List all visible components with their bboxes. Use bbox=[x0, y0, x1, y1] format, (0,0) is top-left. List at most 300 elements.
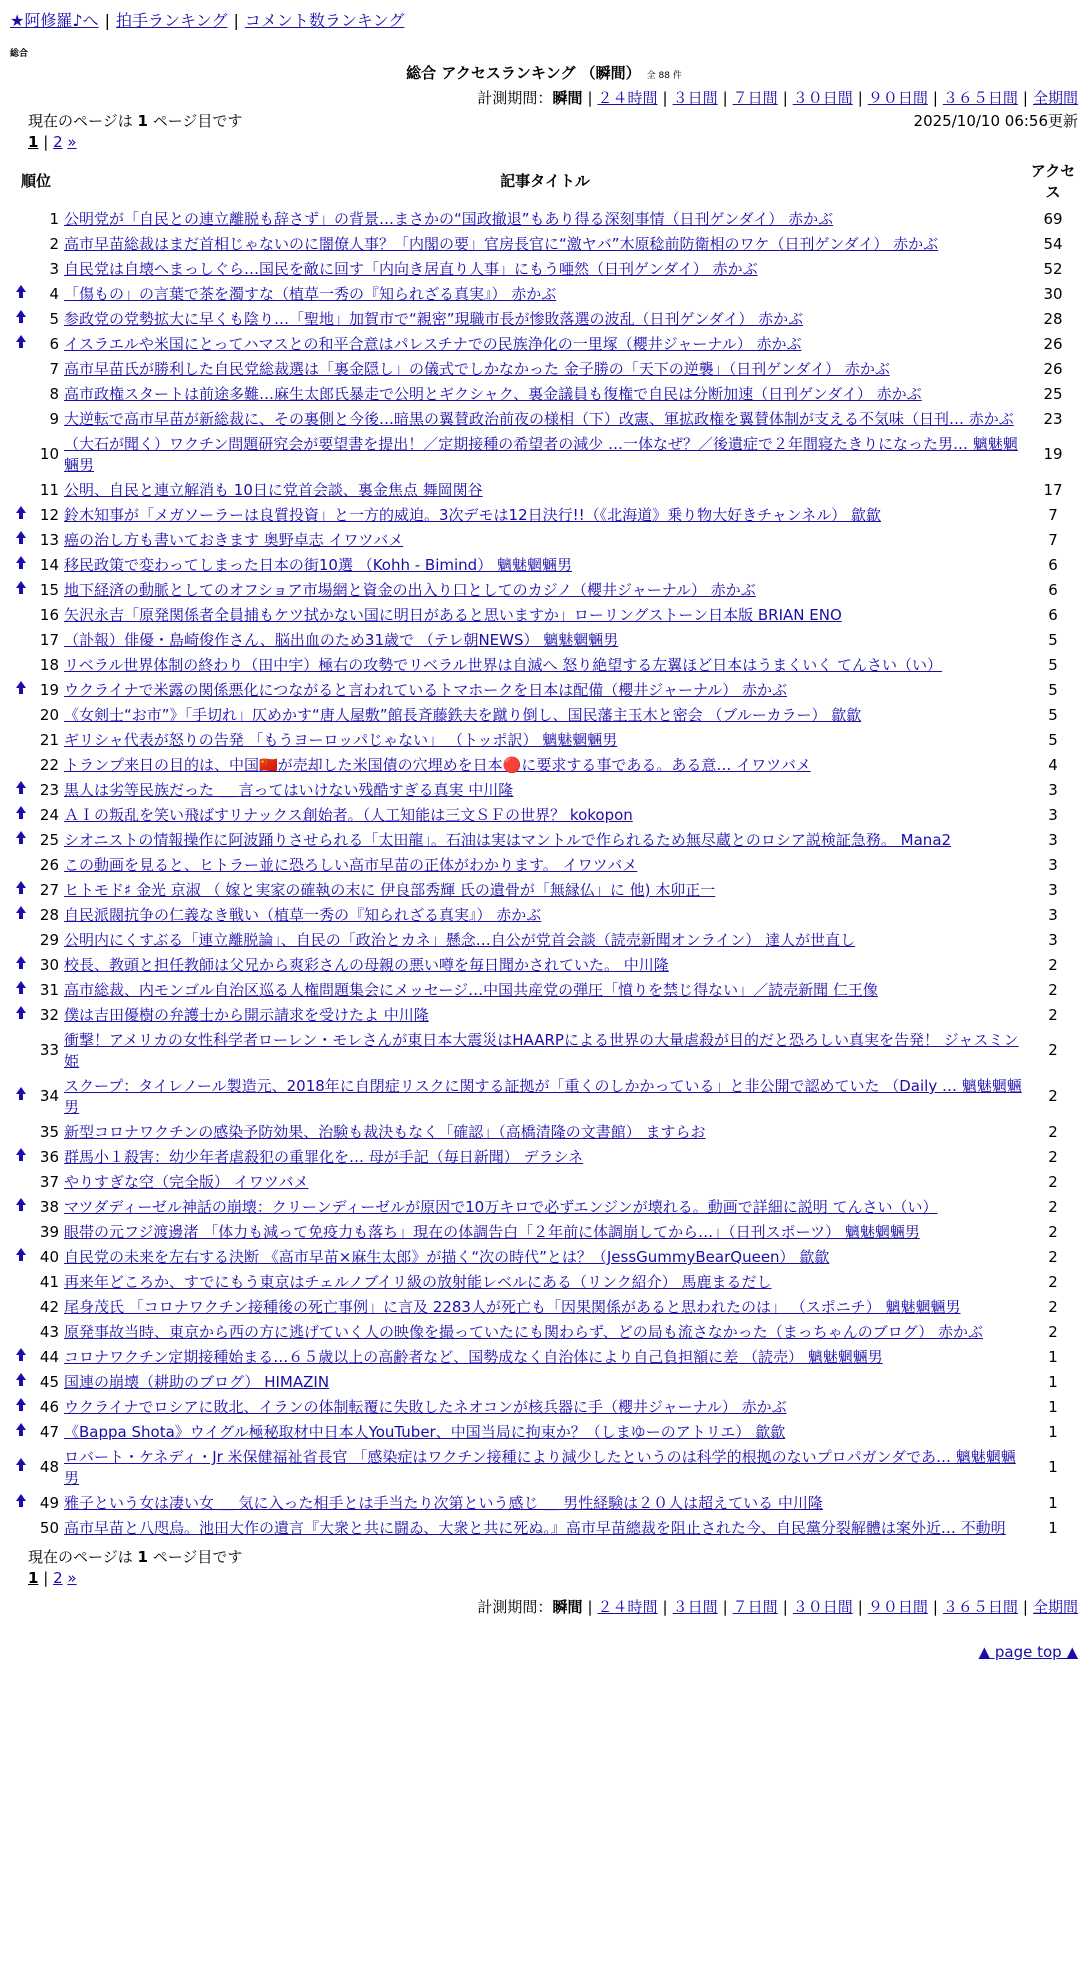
title-cell bbox=[62, 503, 1028, 528]
rank-change-cell bbox=[10, 878, 32, 903]
rank-change-cell bbox=[10, 903, 32, 928]
up-arrow-icon bbox=[16, 1087, 26, 1101]
up-arrow-icon bbox=[16, 335, 26, 349]
access-count: 2 bbox=[1048, 1041, 1058, 1060]
rank-number: 15 bbox=[39, 580, 59, 599]
table-row bbox=[10, 828, 1078, 853]
table-row bbox=[10, 407, 1078, 432]
access-count: 3 bbox=[1048, 805, 1058, 824]
title-cell bbox=[62, 828, 1028, 853]
table-row bbox=[10, 1370, 1078, 1395]
access-count: 1 bbox=[1048, 1458, 1058, 1477]
access-count: 7 bbox=[1048, 530, 1058, 549]
rank-change-cell bbox=[10, 828, 32, 853]
table-row bbox=[10, 603, 1078, 628]
rank-number: 4 bbox=[49, 284, 59, 303]
access-count: 30 bbox=[1043, 284, 1063, 303]
article-link[interactable]: ロバート・ケネディ・Jr 米保健福祉省長官 「感染症はワクチン接種により減少したというのは科学的根拠のないプロパガンダであ… 魑魅魍魎男 bbox=[64, 1447, 1016, 1487]
title-cell bbox=[62, 1145, 1028, 1170]
article-link[interactable]: 群馬小１殺害：幼少年者虐殺犯の重罪化を… 母が手記（毎日新聞） デラシネ bbox=[64, 1147, 584, 1166]
period-link-6[interactable]: ３６５日間 bbox=[942, 88, 1018, 107]
period-link-5[interactable]: ９０日間 bbox=[867, 1597, 928, 1616]
article-link[interactable]: 自民派閥抗争の仁義なき戦い（植草一秀の『知られざる真実』） 赤かぶ bbox=[64, 905, 542, 924]
rank-change-cell bbox=[10, 1145, 32, 1170]
rank-change-cell bbox=[10, 1245, 32, 1270]
title-cell bbox=[62, 282, 1028, 307]
article-link[interactable]: 地下経済の動脈としてのオフショア市場網と資金の出入り口としてのカジノ（櫻井ジャーナル） 赤かぶ bbox=[64, 580, 756, 599]
access-count: 5 bbox=[1048, 630, 1058, 649]
period-current: 瞬間 bbox=[552, 88, 583, 107]
article-link[interactable]: ウクライナで米露の関係悪化につながると言われているトマホークを日本は配備（櫻井ジャーナル） 赤かぶ bbox=[64, 680, 787, 699]
table-row bbox=[10, 382, 1078, 407]
ranking-table bbox=[10, 157, 1078, 1541]
access-count: 23 bbox=[1043, 409, 1063, 428]
page-top-link[interactable]: ▲ page top ▲ bbox=[978, 1642, 1078, 1661]
title-cell bbox=[62, 1028, 1028, 1074]
table-row bbox=[10, 1295, 1078, 1320]
access-count: 2 bbox=[1048, 1172, 1058, 1191]
access-count: 3 bbox=[1048, 830, 1058, 849]
up-arrow-icon bbox=[16, 1398, 26, 1412]
rank-number: 42 bbox=[39, 1297, 59, 1316]
table-row bbox=[10, 753, 1078, 778]
up-arrow-icon bbox=[16, 581, 26, 595]
rank-number: 23 bbox=[39, 780, 59, 799]
rank-change-cell bbox=[10, 207, 32, 232]
up-arrow-icon bbox=[16, 981, 26, 995]
rank-change-cell bbox=[10, 232, 32, 257]
rank-number: 6 bbox=[49, 334, 59, 353]
table-row bbox=[10, 628, 1078, 653]
access-count: 3 bbox=[1048, 780, 1058, 799]
table-row bbox=[10, 1491, 1078, 1516]
table-row bbox=[10, 1245, 1078, 1270]
title-cell bbox=[62, 307, 1028, 332]
table-row bbox=[10, 1170, 1078, 1195]
rank-change-cell bbox=[10, 1270, 32, 1295]
article-link[interactable]: 移民政策で変わってしまった日本の街10選 （Kohh - Bimind） 魑魅魍魎男 bbox=[64, 555, 572, 574]
pager-current: 1 bbox=[28, 1568, 39, 1587]
nav-link-applause-ranking[interactable]: 拍手ランキング bbox=[115, 11, 228, 30]
table-row bbox=[10, 357, 1078, 382]
up-arrow-icon bbox=[16, 806, 26, 820]
period-link-5[interactable]: ９０日間 bbox=[867, 88, 928, 107]
page-top bbox=[10, 1642, 1078, 1663]
title-cell bbox=[62, 728, 1028, 753]
title-cell bbox=[62, 678, 1028, 703]
article-link[interactable]: 尾身茂氏 「コロナワクチン接種後の死亡事例」に言及 2283人が死亡も「因果関係があると思われたのは」 （スポニチ） 魑魅魍魎男 bbox=[64, 1297, 961, 1316]
rank-number: 18 bbox=[39, 655, 59, 674]
article-link[interactable]: 新型コロナワクチンの感染予防効果、治験も裁決もなく「確認」（高橋清隆の文書館） ますらお bbox=[64, 1122, 706, 1141]
top-nav bbox=[10, 10, 1078, 32]
access-count: 17 bbox=[1043, 480, 1063, 499]
title-cell bbox=[62, 1120, 1028, 1145]
title-cell bbox=[62, 478, 1028, 503]
table-row bbox=[10, 703, 1078, 728]
title-cell bbox=[62, 432, 1028, 478]
up-arrow-icon bbox=[16, 1494, 26, 1508]
period-separator: | bbox=[587, 1597, 593, 1616]
rank-number: 27 bbox=[39, 880, 59, 899]
table-row bbox=[10, 1028, 1078, 1074]
article-link[interactable]: スクープ：タイレノール製造元、2018年に自閉症リスクに関する証拠が「重くのしかかっている」と非公開で認めていた （Daily … 魑魅魍魎男 bbox=[64, 1076, 1022, 1116]
period-link-7[interactable]: 全期間 bbox=[1032, 1597, 1078, 1616]
article-link[interactable]: 自民党の未来を左右する決断 《高市早苗×麻生太郎》が描く“次の時代”とは？（JessGummyBearQueen） 歙歙 bbox=[64, 1247, 830, 1266]
period-link-6[interactable]: ３６５日間 bbox=[942, 1597, 1018, 1616]
rank-number: 36 bbox=[39, 1147, 59, 1166]
table-row bbox=[10, 878, 1078, 903]
rank-change-cell bbox=[10, 678, 32, 703]
pager-top: 1 | 2 » bbox=[28, 132, 77, 151]
title-cell bbox=[62, 878, 1028, 903]
title-cell bbox=[62, 1445, 1028, 1491]
article-link[interactable]: 《Bappa Shota》ウイグル極秘取材中日本人YouTuber、中国当局に拘束か？（しまゆーのアトリエ） 歙歙 bbox=[64, 1422, 786, 1441]
article-link[interactable]: 高市早苗氏が勝利した自民党総裁選は「裏金隠し」の儀式でしかなかった 金子勝の「天下の逆襲」（日刊ゲンダイ） 赤かぶ bbox=[64, 359, 890, 378]
rank-number: 1 bbox=[49, 209, 59, 228]
current-page-text: 現在のページは 1 ページ目です bbox=[28, 1547, 243, 1566]
rank-number: 2 bbox=[49, 234, 59, 253]
rank-change-cell bbox=[10, 257, 32, 282]
up-arrow-icon bbox=[16, 781, 26, 795]
access-count: 2 bbox=[1048, 1247, 1058, 1266]
rank-change-cell bbox=[10, 703, 32, 728]
article-link[interactable]: シオニストの情報操作に阿波踊りさせられる「太田龍」。石油は実はマントルで作られるため無尽蔵とのロシア説検証急務。 Mana2 bbox=[64, 830, 952, 849]
page-title-text: 総合 アクセスランキング （瞬間） bbox=[406, 63, 641, 82]
rank-change-cell bbox=[10, 1491, 32, 1516]
up-arrow-icon bbox=[16, 1006, 26, 1020]
title-cell bbox=[62, 1003, 1028, 1028]
rank-change-cell bbox=[10, 1395, 32, 1420]
table-row bbox=[10, 1345, 1078, 1370]
article-link[interactable]: 鈴木知事が「メガソーラーは良質投資」と一方的威迫。3次デモは12日決行!!（《北海道》乗り物大好きチャンネル） 歙歙 bbox=[64, 505, 882, 524]
rank-number: 19 bbox=[39, 680, 59, 699]
period-separator: | bbox=[1022, 88, 1028, 107]
rank-number: 13 bbox=[39, 530, 59, 549]
rank-change-cell bbox=[10, 778, 32, 803]
title-cell bbox=[62, 1370, 1028, 1395]
rank-change-cell bbox=[10, 1170, 32, 1195]
access-count: 4 bbox=[1048, 755, 1058, 774]
title-cell bbox=[62, 753, 1028, 778]
title-cell bbox=[62, 1074, 1028, 1120]
period-link-3[interactable]: ７日間 bbox=[732, 1597, 778, 1616]
article-link[interactable]: マツダディーゼル神話の崩壊：クリーンディーゼルが原因で10万キロで必ずエンジンが壊れる。動画で詳細に説明 てんさい（い） bbox=[64, 1197, 938, 1216]
period-link-1[interactable]: ２４時間 bbox=[597, 1597, 658, 1616]
article-link[interactable]: リベラル世界体制の終わり（田中宇）極右の攻勢でリベラル世界は自滅へ 怒り絶望する左翼ほど日本はうまくいく てんさい（い） bbox=[64, 655, 943, 674]
period-separator: | bbox=[722, 1597, 728, 1616]
rank-number: 29 bbox=[39, 930, 59, 949]
pager-next[interactable]: » bbox=[67, 1568, 77, 1587]
rank-number: 32 bbox=[39, 1005, 59, 1024]
article-link[interactable]: 癌の治し方も書いておきます 奥野卓志 イワツバメ bbox=[64, 530, 404, 549]
table-row bbox=[10, 307, 1078, 332]
table-row bbox=[10, 257, 1078, 282]
up-arrow-icon bbox=[16, 906, 26, 920]
nav-link-comment-ranking[interactable]: コメント数ランキング bbox=[244, 11, 405, 30]
title-cell bbox=[62, 1345, 1028, 1370]
table-row bbox=[10, 478, 1078, 503]
table-row bbox=[10, 678, 1078, 703]
access-count: 2 bbox=[1048, 1272, 1058, 1291]
article-link[interactable]: 高市政権スタートは前途多難…麻生太郎氏暴走で公明とギクシャク、裏金議員も復権で自民は分断加速（日刊ゲンダイ） 赤かぶ bbox=[64, 384, 922, 403]
rank-change-cell bbox=[10, 503, 32, 528]
access-count: 5 bbox=[1048, 705, 1058, 724]
rank-change-cell bbox=[10, 628, 32, 653]
rank-number: 43 bbox=[39, 1322, 59, 1341]
rank-change-cell bbox=[10, 382, 32, 407]
rank-change-cell bbox=[10, 1195, 32, 1220]
up-arrow-icon bbox=[16, 1423, 26, 1437]
period-link-2[interactable]: ３日間 bbox=[672, 1597, 718, 1616]
access-count: 1 bbox=[1048, 1422, 1058, 1441]
article-link[interactable]: コロナワクチン定期接種始まる…６５歳以上の高齢者など、国勢成なく自治体により自己負担額に差 （読売） 魑魅魍魎男 bbox=[64, 1347, 883, 1366]
up-arrow-icon bbox=[16, 831, 26, 845]
title-cell bbox=[62, 1295, 1028, 1320]
table-row bbox=[10, 282, 1078, 307]
rank-change-cell bbox=[10, 1320, 32, 1345]
period-link-3[interactable]: ７日間 bbox=[732, 88, 778, 107]
article-link[interactable]: 校長、教頭と担任教師は父兄から爽彩さんの母親の悪い噂を毎日聞かされていた。 中川隆 bbox=[64, 955, 669, 974]
rank-number: 20 bbox=[39, 705, 59, 724]
rank-change-cell bbox=[10, 1074, 32, 1120]
rank-number: 38 bbox=[39, 1197, 59, 1216]
table-row bbox=[10, 503, 1078, 528]
rank-number: 39 bbox=[39, 1222, 59, 1241]
rank-number: 7 bbox=[49, 359, 59, 378]
rank-change-cell bbox=[10, 1003, 32, 1028]
rank-number: 34 bbox=[39, 1087, 59, 1106]
article-link[interactable]: トランプ来日の目的は、中国🇨🇳が売却した米国債の穴埋めを日本🔴に要求する事である。ある意… イワツバメ bbox=[64, 755, 811, 774]
title-cell bbox=[62, 1220, 1028, 1245]
article-link[interactable]: 公明党が「自民との連立離脱も辞さず」の背景…まさかの“国政撤退”もあり得る深刻事情（日刊ゲンダイ） 赤かぶ bbox=[64, 209, 834, 228]
article-link[interactable]: この動画を見ると、ヒトラー並に恐ろしい高市早苗の正体がわかります。 イワツバメ bbox=[64, 855, 638, 874]
period-separator: | bbox=[932, 1597, 938, 1616]
article-link[interactable]: 高市早苗と八咫烏。池田大作の遺言『大衆と共に闘ゐ、大衆と共に死ぬ。』高市早苗總裁を阻止された今、自民黨分裂解體は案外近… 不動明 bbox=[64, 1518, 1006, 1537]
article-link[interactable]: 黒人は劣等民族だった ＿ 言ってはいけない残酷すぎる真実 中川隆 bbox=[64, 780, 514, 799]
article-link[interactable]: イスラエルや米国にとってハマスとの和平合意はパレスチナでの民族浄化の一里塚（櫻井ジャーナル） 赤かぶ bbox=[64, 334, 802, 353]
rank-number: 44 bbox=[39, 1347, 59, 1366]
article-link[interactable]: 高市早苗総裁はまだ首相じゃないのに闇僚人事？「内閣の要」官房長官に“激ヤバ”木原稔前防衛相のワケ（日刊ゲンダイ） 赤かぶ bbox=[64, 234, 939, 253]
period-separator: | bbox=[722, 88, 728, 107]
up-arrow-icon bbox=[16, 681, 26, 695]
access-count: 7 bbox=[1048, 505, 1058, 524]
rank-number: 50 bbox=[39, 1518, 59, 1537]
access-count: 1 bbox=[1048, 1347, 1058, 1366]
title-cell bbox=[62, 928, 1028, 953]
access-count: 6 bbox=[1048, 580, 1058, 599]
title-cell bbox=[62, 332, 1028, 357]
article-link[interactable]: 公明内にくすぶる「連立離脱論」、自民の「政治とカネ」懸念…自公が党首会談（読売新聞オンライン） 達人が世直し bbox=[64, 930, 856, 949]
rank-number: 47 bbox=[39, 1422, 59, 1441]
header-rank: 順位 bbox=[20, 172, 51, 191]
table-row bbox=[10, 953, 1078, 978]
table-row bbox=[10, 1220, 1078, 1245]
rank-change-cell bbox=[10, 407, 32, 432]
up-arrow-icon bbox=[16, 310, 26, 324]
period-link-4[interactable]: ３０日間 bbox=[792, 88, 853, 107]
rank-number: 5 bbox=[49, 309, 59, 328]
period-current: 瞬間 bbox=[552, 1597, 583, 1616]
article-link[interactable]: 原発事故当時、東京から西の方に逃げていく人の映像を撮っていたにも関わらず、どの局も流さなかった（まっちゃんのブログ） 赤かぶ bbox=[64, 1322, 984, 1341]
rank-number: 45 bbox=[39, 1372, 59, 1391]
table-row bbox=[10, 553, 1078, 578]
access-count: 3 bbox=[1048, 855, 1058, 874]
period-label: 計測期間： bbox=[477, 88, 553, 107]
title-cell bbox=[62, 357, 1028, 382]
table-row bbox=[10, 1445, 1078, 1491]
rank-number: 30 bbox=[39, 955, 59, 974]
table-row bbox=[10, 778, 1078, 803]
access-count: 2 bbox=[1048, 980, 1058, 999]
rank-number: 11 bbox=[39, 480, 59, 499]
rank-number: 17 bbox=[39, 630, 59, 649]
table-row bbox=[10, 728, 1078, 753]
article-link[interactable]: 矢沢永吉「原発関係者全員捕もケツ拭かない国に明日があると思いますか」ローリングストーン日本版 BRIAN ENO bbox=[64, 605, 842, 624]
pager-next[interactable]: » bbox=[67, 132, 77, 151]
title-cell bbox=[62, 1170, 1028, 1195]
article-link[interactable]: （訃報）俳優・島崎俊作さん、脳出血のため31歳で （テレ朝NEWS） 魑魅魍魎男 bbox=[64, 630, 619, 649]
article-link[interactable]: 衝撃！アメリカの女性科学者ローレン・モレさんが東日本大震災はHAARPによる世界の大量虐殺が目的だと恐ろしい真実を告発！ ジャスミン姫 bbox=[64, 1030, 1019, 1070]
rank-number: 24 bbox=[39, 805, 59, 824]
article-link[interactable]: ウクライナでロシアに敗北、イランの体制転覆に失敗したネオコンが核兵器に手（櫻井ジャーナル） 赤かぶ bbox=[64, 1397, 787, 1416]
rank-change-cell bbox=[10, 1295, 32, 1320]
article-link[interactable]: 眼帯の元フジ渡邊渚 「体力も減って免疫力も落ち」現在の体調告白「２年前に体調崩してから…」（日刊スポーツ） 魑魅魍魎男 bbox=[64, 1222, 920, 1241]
nav-link-asyura[interactable]: ★阿修羅♪へ bbox=[10, 11, 99, 30]
section-tag: 総合 bbox=[10, 49, 29, 60]
rank-number: 48 bbox=[39, 1458, 59, 1477]
article-link[interactable]: 自民党は自壊へまっしぐら…国民を敵に回す「内向き居直り人事」にもう唖然（日刊ゲンダイ） 赤かぶ bbox=[64, 259, 758, 278]
page-info-bottom bbox=[10, 1547, 1078, 1568]
article-link[interactable]: やりすぎな空（完全版） イワツバメ bbox=[64, 1172, 309, 1191]
page-info-top bbox=[10, 111, 1078, 132]
article-link[interactable]: 《女剣士“お市”》「手切れ」仄めかす“唐人屋敷”館長斉藤鉄夫を蹴り倒し、国民藩主玉木と密会 （ブルーカラー） 歙歙 bbox=[64, 705, 862, 724]
article-link[interactable]: 国連の崩壊（耕助のブログ） HIMAZIN bbox=[64, 1372, 330, 1391]
article-link[interactable]: 公明、自民と連立解消も 10日に党首会談、裏金焦点 舞岡関谷 bbox=[64, 480, 483, 499]
table-row bbox=[10, 232, 1078, 257]
table-row bbox=[10, 978, 1078, 1003]
title-cell bbox=[62, 628, 1028, 653]
period-link-4[interactable]: ３０日間 bbox=[792, 1597, 853, 1616]
access-count: 2 bbox=[1048, 955, 1058, 974]
period-link-2[interactable]: ３日間 bbox=[672, 88, 718, 107]
rank-change-cell bbox=[10, 478, 32, 503]
rank-number: 46 bbox=[39, 1397, 59, 1416]
up-arrow-icon bbox=[16, 1458, 26, 1472]
title-cell bbox=[62, 853, 1028, 878]
nav-separator: | bbox=[233, 11, 239, 30]
title-cell bbox=[62, 528, 1028, 553]
article-link[interactable]: 雅子という女は凄い女 ＿ 気に入った相手とは手当たり次第という感じ ＿ 男性経験は２０人は超えている 中川隆 bbox=[64, 1493, 823, 1512]
table-row bbox=[10, 653, 1078, 678]
article-link[interactable]: 高市総裁、内モンゴル自治区巡る人権問題集会にメッセージ…中国共産党の弾圧「憤りを禁じ得ない」／読売新聞 仁王像 bbox=[64, 980, 878, 999]
access-count: 6 bbox=[1048, 605, 1058, 624]
access-count: 6 bbox=[1048, 555, 1058, 574]
up-arrow-icon bbox=[16, 881, 26, 895]
rank-change-cell bbox=[10, 803, 32, 828]
article-link[interactable]: ヒトモド♯ 金光 京淑 （ 嫁と実家の確執の末に 伊良部秀輝 氏の遺骨が「無縁仏」に 他) 木卯正一 bbox=[64, 880, 716, 899]
table-row bbox=[10, 1270, 1078, 1295]
article-link[interactable]: ギリシャ代表が怒りの告発 「もうヨーロッパじゃない」 （トッポ訳） 魑魅魍魎男 bbox=[64, 730, 618, 749]
title-cell bbox=[62, 1195, 1028, 1220]
rank-change-cell bbox=[10, 307, 32, 332]
table-row bbox=[10, 528, 1078, 553]
access-count: 26 bbox=[1043, 359, 1063, 378]
access-count: 25 bbox=[1043, 384, 1063, 403]
table-row bbox=[10, 1420, 1078, 1445]
title-cell bbox=[62, 903, 1028, 928]
rank-number: 12 bbox=[39, 505, 59, 524]
access-count: 5 bbox=[1048, 655, 1058, 674]
article-link[interactable]: 再来年どころか、すでにもう東京はチェルノブイリ級の放射能レベルにある（リンク紹介） 馬鹿まるだし bbox=[64, 1272, 772, 1291]
title-cell bbox=[62, 382, 1028, 407]
title-cell bbox=[62, 978, 1028, 1003]
rank-number: 26 bbox=[39, 855, 59, 874]
title-cell bbox=[62, 603, 1028, 628]
rank-number: 49 bbox=[39, 1493, 59, 1512]
period-separator: | bbox=[932, 88, 938, 107]
title-cell bbox=[62, 1420, 1028, 1445]
up-arrow-icon bbox=[16, 1148, 26, 1162]
rank-change-cell bbox=[10, 357, 32, 382]
access-count: 26 bbox=[1043, 334, 1063, 353]
rank-number: 40 bbox=[39, 1247, 59, 1266]
table-header-row bbox=[10, 157, 1078, 207]
table-row bbox=[10, 1120, 1078, 1145]
article-link[interactable]: 僕は吉田優樹の弁護士から開示請求を受けたよ 中川隆 bbox=[64, 1005, 429, 1024]
access-count: 52 bbox=[1043, 259, 1063, 278]
pager-page-2[interactable]: 2 bbox=[53, 132, 63, 151]
title-cell bbox=[62, 653, 1028, 678]
rank-number: 25 bbox=[39, 830, 59, 849]
ranking-rows bbox=[10, 207, 1078, 1541]
article-link[interactable]: （大石が聞く）ワクチン問題研究会が要望書を提出！／定期接種の希望者の減少 …一体なぜ？／後遺症で２年間寝たきりになった男… 魑魅魍魎男 bbox=[64, 434, 1018, 474]
rank-change-cell bbox=[10, 603, 32, 628]
rank-change-cell bbox=[10, 1220, 32, 1245]
period-link-7[interactable]: 全期間 bbox=[1032, 88, 1078, 107]
table-row bbox=[10, 1074, 1078, 1120]
rank-change-cell bbox=[10, 728, 32, 753]
table-row bbox=[10, 1003, 1078, 1028]
access-count: 2 bbox=[1048, 1147, 1058, 1166]
title-cell bbox=[62, 778, 1028, 803]
article-link[interactable]: 「傷もの」の言葉で茶を濁すな（植草一秀の『知られざる真実』） 赤かぶ bbox=[64, 284, 557, 303]
rank-number: 21 bbox=[39, 730, 59, 749]
access-count: 5 bbox=[1048, 730, 1058, 749]
rank-change-cell bbox=[10, 1028, 32, 1074]
total-count: 全 88 件 bbox=[646, 70, 682, 81]
period-label: 計測期間： bbox=[477, 1597, 553, 1616]
article-link[interactable]: 参政党の党勢拡大に早くも陰り…「聖地」加賀市で“親密”現職市長が惨敗落選の波乱（日刊ゲンダイ） 赤かぶ bbox=[64, 309, 804, 328]
period-selector-top bbox=[10, 88, 1078, 109]
pager-page-2[interactable]: 2 bbox=[53, 1568, 63, 1587]
access-count: 1 bbox=[1048, 1397, 1058, 1416]
period-link-1[interactable]: ２４時間 bbox=[597, 88, 658, 107]
table-row bbox=[10, 578, 1078, 603]
access-count: 3 bbox=[1048, 905, 1058, 924]
rank-number: 3 bbox=[49, 259, 59, 278]
up-arrow-icon bbox=[16, 1373, 26, 1387]
access-count: 54 bbox=[1043, 234, 1063, 253]
rank-change-cell bbox=[10, 282, 32, 307]
article-link[interactable]: ＡＩの叛乱を笑い飛ばすリナックス創始者。（人工知能は三文ＳＦの世界？ kokopon bbox=[64, 805, 633, 824]
article-link[interactable]: 大逆転で高市早苗が新総裁に、その裏側と今後…暗黒の翼賛政治前夜の様相（下）改憲、軍拡政権を翼賛体制が支える不気味（日刊… 赤かぶ bbox=[64, 409, 1014, 428]
nav-separator: | bbox=[104, 11, 110, 30]
rank-change-cell bbox=[10, 528, 32, 553]
access-count: 2 bbox=[1048, 1005, 1058, 1024]
period-separator: | bbox=[857, 88, 863, 107]
up-arrow-icon bbox=[16, 956, 26, 970]
title-cell bbox=[62, 1245, 1028, 1270]
